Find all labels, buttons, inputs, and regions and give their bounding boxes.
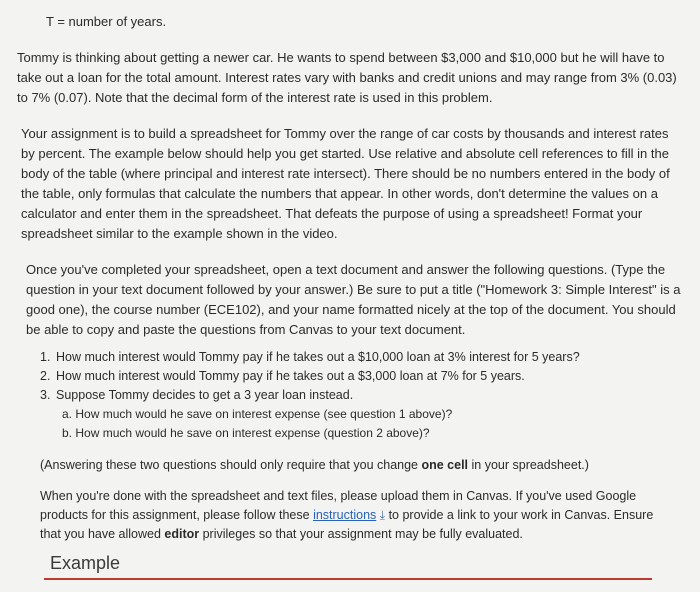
list-item: 3. Suppose Tommy decides to get a 3 year loan instead. a. How much would he save on interest expense (see question 1 above)? b. How much would he save on interest expense (question 2 above)? bbox=[40, 386, 660, 443]
example-heading: Example bbox=[50, 553, 121, 573]
subquestion-list bbox=[40, 405, 660, 443]
intro-paragraph: Tommy is thinking about getting a newer car. He wants to spend between $3,000 and $10,000 but he will have to take out a loan for the total amount. Interest rates vary with banks and credit unions and may range from 3% (0.03) to 7% (0.07). Note that the decimal form of the interest rate is used in this problem. bbox=[17, 50, 677, 105]
variable-definition: T = number of years. bbox=[46, 14, 167, 29]
submission-paragraph: When you're done with the spreadsheet and text files, please upload them in Canvas. If you've used Google products for this assignment, please follow these instructions ⤓ to provide a link to your work in Canvas. Ensure that you have allowed editor privileges so that your assignment may be fully evaluated. bbox=[40, 489, 654, 541]
instructions-link[interactable]: instructions bbox=[313, 508, 377, 522]
list-item: b. How much would he save on interest expense (question 2 above)? bbox=[62, 426, 430, 440]
heading-underline-divider bbox=[44, 578, 652, 580]
list-item: a. How much would he save on interest expense (see question 1 above)? bbox=[62, 407, 453, 421]
list-item: 1. How much interest would Tommy pay if he takes out a $10,000 loan at 3% interest for 5 years? bbox=[40, 350, 580, 364]
assignment-paragraph: Your assignment is to build a spreadsheet for Tommy over the range of car costs by thousands and interest rates by percent. The example below should help you get started. Use relative and absolute cell references to fill in the body of the table (where principal and interest rate intersect). There should be no numbers entered in the body of the table, only formulas that calculate the numbers that appear. In other words, don't determine the values on a calculator and enter them in the spreadsheet. That defeats the purpose of using a spreadsheet! Format your spreadsheet similar to the example shown in the video. bbox=[21, 126, 670, 241]
questions-intro-paragraph: Once you've completed your spreadsheet, open a text document and answer the following questions. (Type the question in your text document followed by your answer.) Be sure to put a title ("Homework 3: Simple Interest" is a good one), the course number (ECE102), and your name formatted nicely at the top of the document. You should be able to copy and paste the questions from Canvas to your text document. bbox=[26, 262, 681, 337]
question-list bbox=[40, 348, 660, 443]
answering-note: (Answering these two questions should only require that you change one cell in your spreadsheet.) bbox=[40, 458, 589, 472]
download-icon: ⤓ bbox=[379, 508, 386, 522]
list-item: 2. How much interest would Tommy pay if he takes out a $3,000 loan at 7% for 5 years. bbox=[40, 369, 525, 383]
